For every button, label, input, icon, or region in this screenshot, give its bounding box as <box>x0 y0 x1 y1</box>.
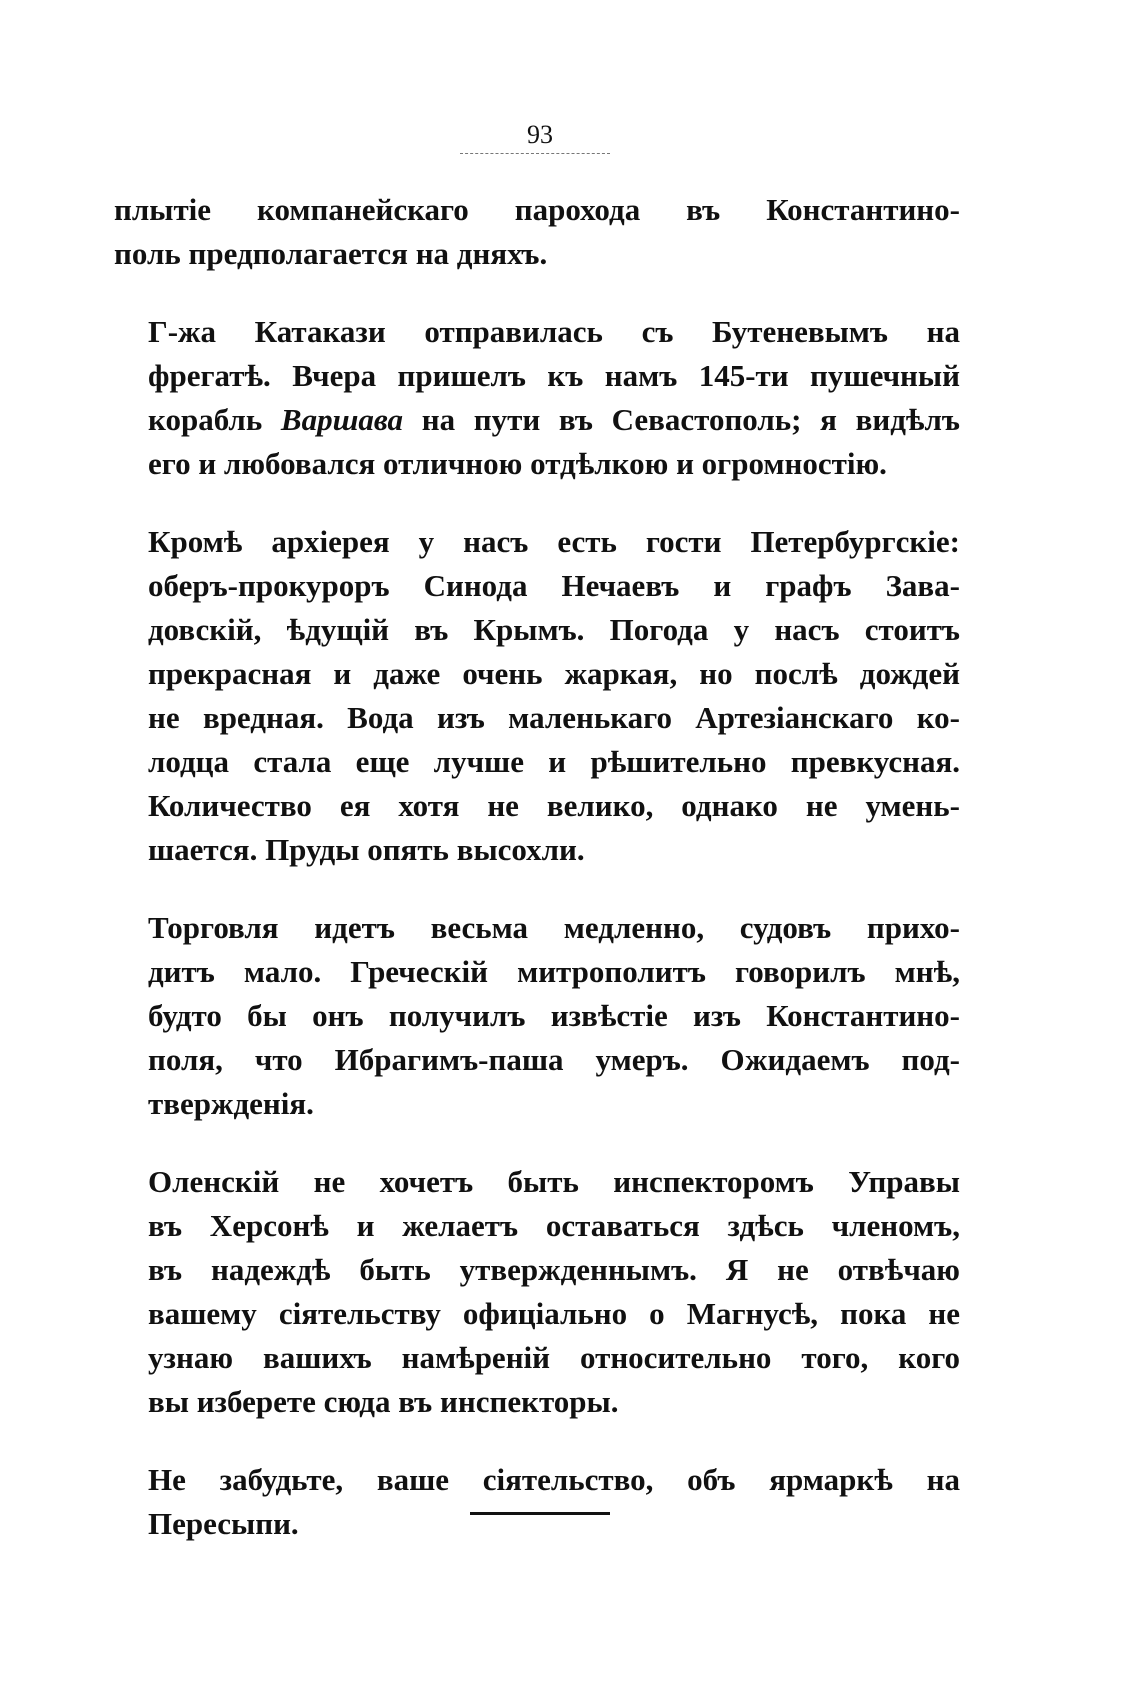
paragraph-6 <box>114 1458 960 1546</box>
text-line: въ Херсонѣ и желаетъ оставаться здѣсь членомъ, <box>148 1208 960 1243</box>
text-line: вашему сіятельству офиціально о Магнусѣ, пока не <box>148 1296 960 1331</box>
text-line: Кромѣ архіерея у насъ есть гости Петербургскіе: <box>148 524 960 559</box>
text-line: довскій, ѣдущій въ Крымъ. Погода у насъ стоитъ <box>148 612 960 647</box>
paragraph-4 <box>114 906 960 1126</box>
text-line: твержденія. <box>148 1086 314 1121</box>
text-line: дитъ мало. Греческій митрополитъ говорилъ мнѣ, <box>148 954 960 989</box>
text-line: Г-жа Катакази отправилась съ Бутеневымъ на <box>148 314 960 349</box>
text-line: прекрасная и даже очень жаркая, но послѣ дождей <box>148 656 960 691</box>
text-line: не вредная. Вода изъ маленькаго Артезіанскаго ко- <box>148 700 960 735</box>
text-line: Количество ея хотя не велико, однако не умень- <box>148 788 960 823</box>
text-line: фрегатѣ. Вчера пришелъ къ намъ 145-ти пушечный <box>148 358 960 393</box>
paragraph-5 <box>114 1160 960 1424</box>
text-line: вы изберете сюда въ инспекторы. <box>148 1384 619 1419</box>
text-line: Пересыпи. <box>148 1506 299 1541</box>
end-rule <box>470 1512 610 1515</box>
page-number: 93 <box>527 120 553 149</box>
text-line: шается. Пруды опять высохли. <box>148 832 585 867</box>
text-line: поля, что Ибрагимъ-паша умеръ. Ожидаемъ под- <box>148 1042 960 1077</box>
paragraph-1 <box>114 188 960 276</box>
text-line: Оленскій не хочетъ быть инспекторомъ Управы <box>148 1164 960 1199</box>
text-line: корабль Варшава на пути въ Севастополь; я видѣлъ <box>148 402 960 437</box>
body-text <box>114 188 960 1580</box>
text-line: его и любовался отличною отдѣлкою и огромностію. <box>148 446 887 481</box>
paragraph-2 <box>114 310 960 486</box>
ship-name: Варшава <box>280 402 404 437</box>
page-number-rule <box>460 153 610 154</box>
text-line: поль предполагается на дняхъ. <box>114 236 548 271</box>
text-line: въ надеждѣ быть утвержденнымъ. Я не отвѣчаю <box>148 1252 960 1287</box>
text-line: Торговля идетъ весьма медленно, судовъ прихо- <box>148 910 960 945</box>
text-line: узнаю вашихъ намѣреній относительно того, кого <box>148 1340 960 1375</box>
text-line: оберъ-прокуроръ Синода Нечаевъ и графъ Зава- <box>148 568 960 603</box>
text-line: будто бы онъ получилъ извѣстіе изъ Константино- <box>148 998 960 1033</box>
text-line: Не забудьте, ваше сіятельство, объ ярмаркѣ на <box>148 1462 960 1497</box>
text-line: лодца стала еще лучше и рѣшительно превкусная. <box>148 744 960 779</box>
paragraph-3 <box>114 520 960 872</box>
text-line: плытіе компанейскаго парохода въ Константино- <box>114 192 960 227</box>
